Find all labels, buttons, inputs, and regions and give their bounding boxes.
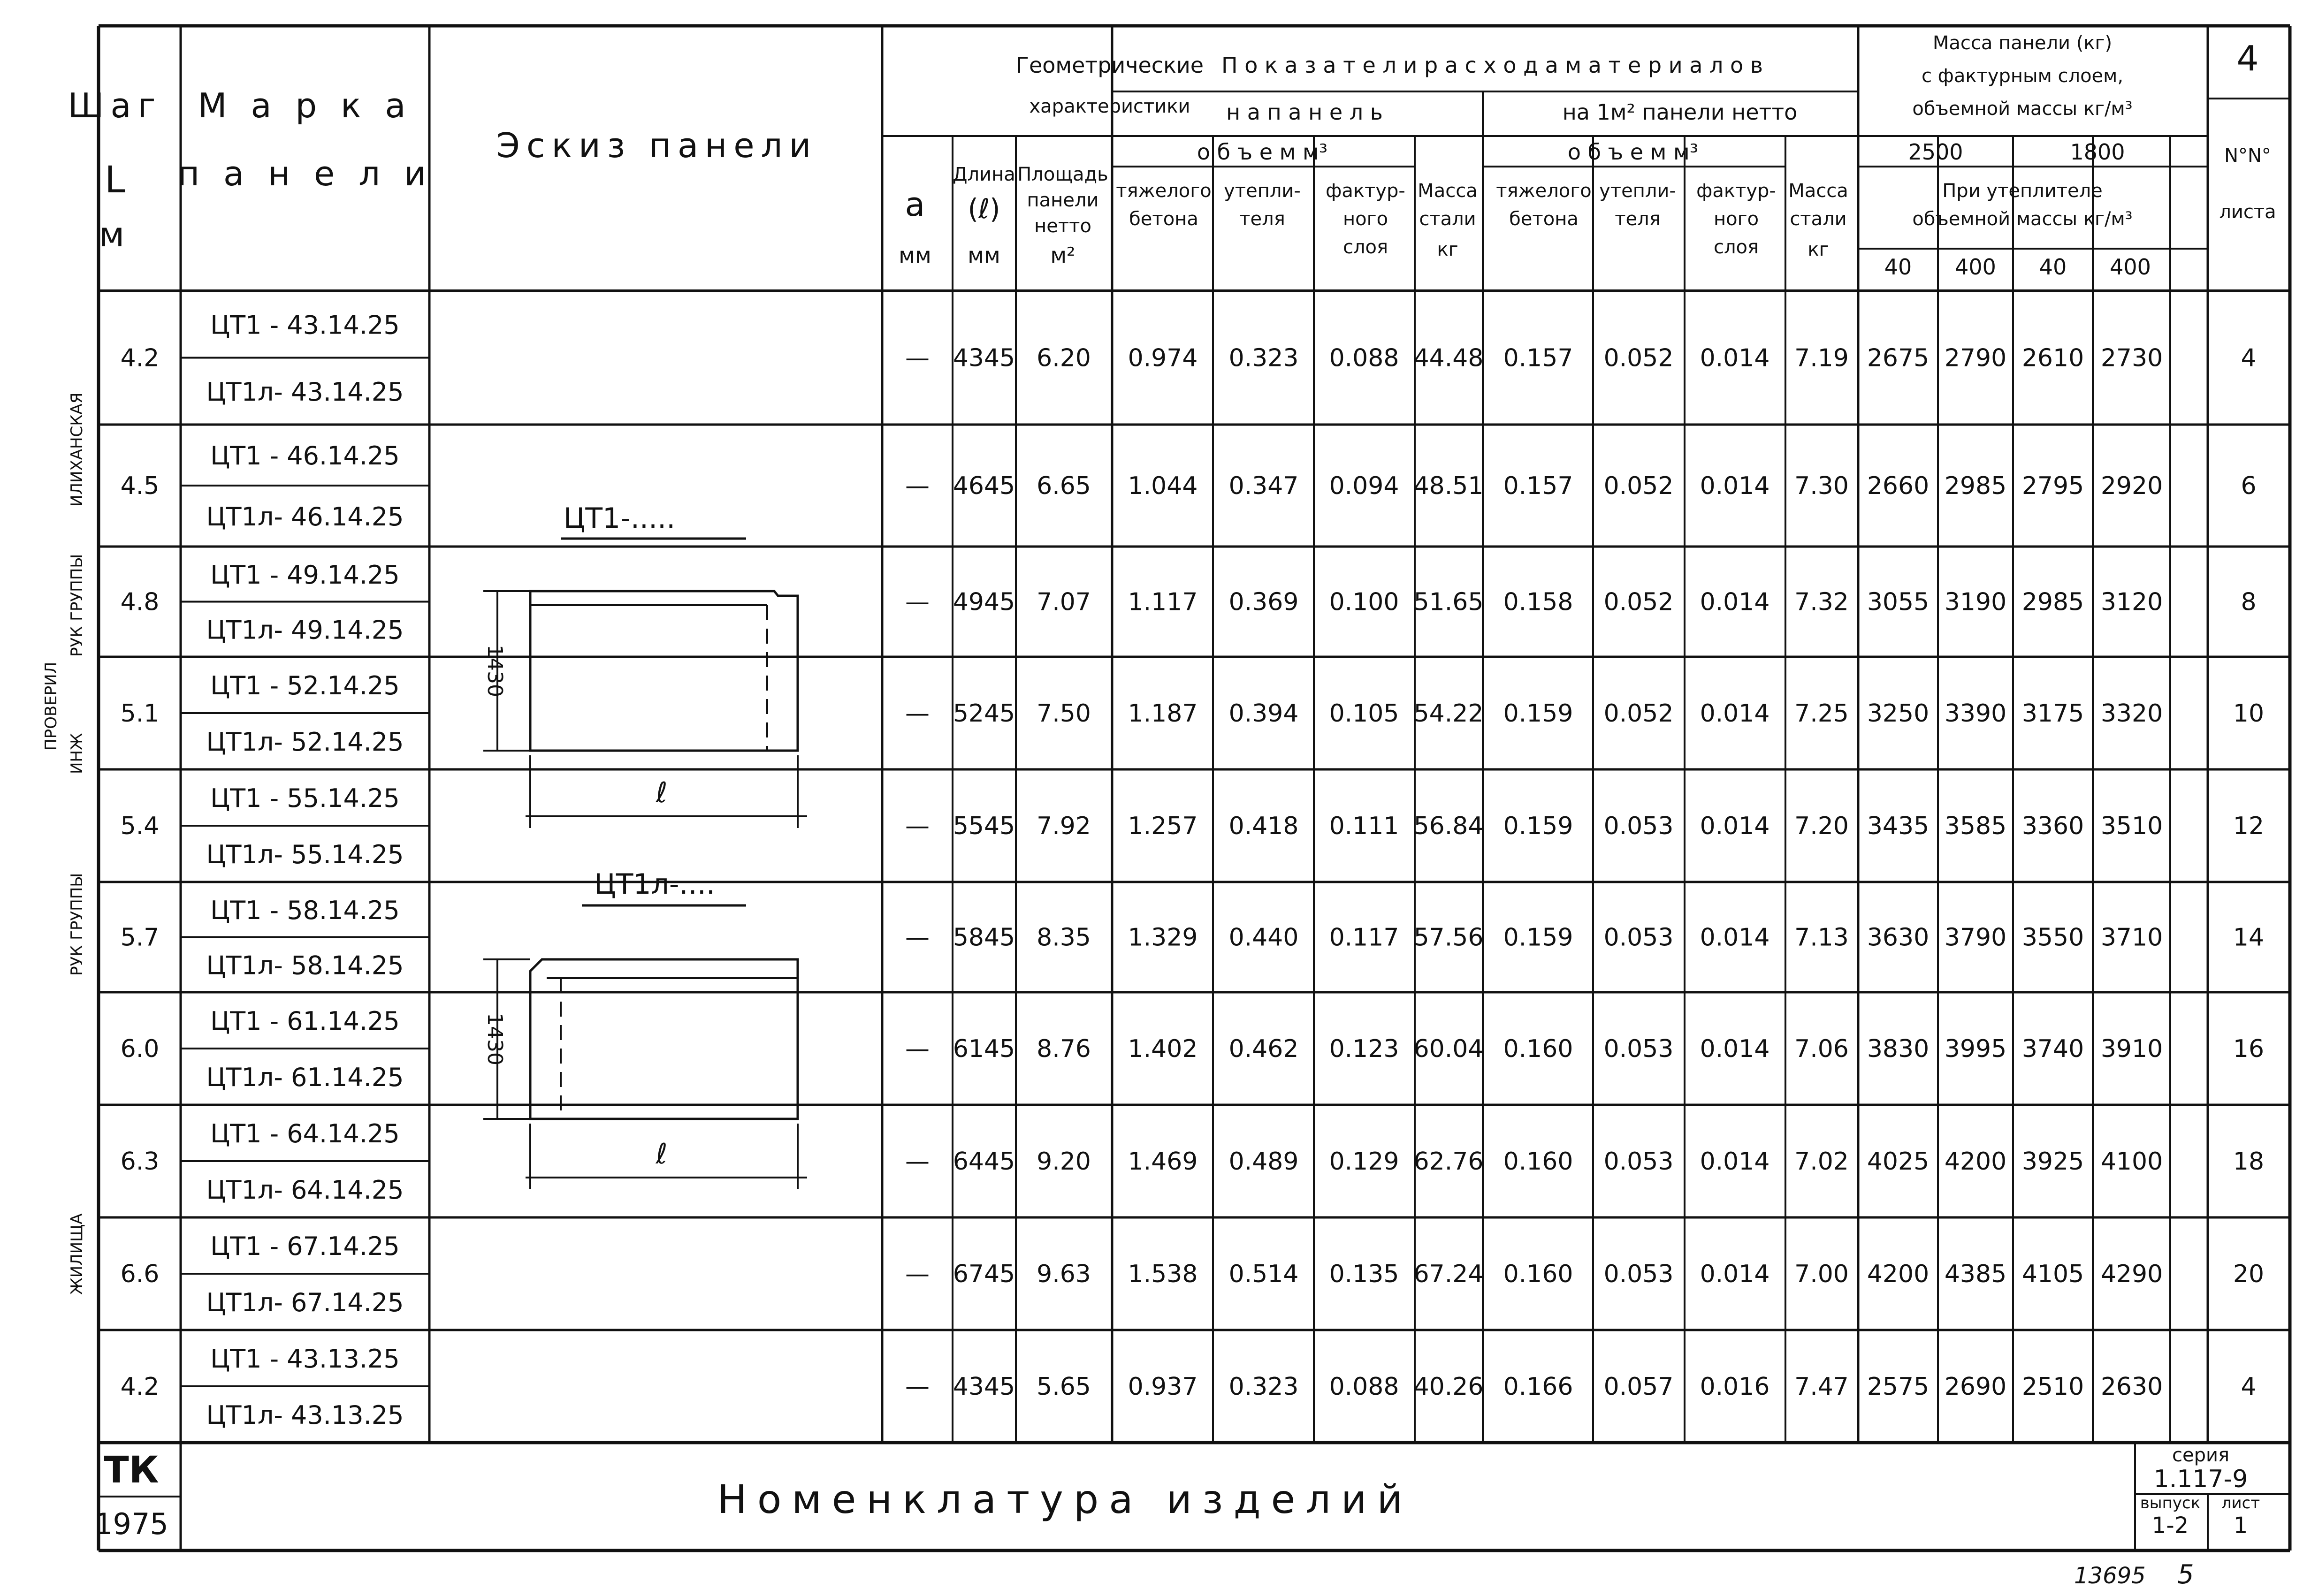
cell-heavy-m2: 0.157 <box>1503 344 1573 372</box>
cell-m3: 3175 <box>2021 699 2084 728</box>
cell-a: — <box>905 923 930 952</box>
cell-area: 6.20 <box>1037 344 1091 372</box>
header-insul-density-l2: объемной массы кг/м³ <box>1912 208 2133 230</box>
side-stamp-3: ИНЖ <box>68 733 86 774</box>
cell-m3: 2510 <box>2021 1373 2084 1401</box>
cell-step: 6.0 <box>120 1035 160 1063</box>
cell-a: — <box>905 1035 930 1063</box>
cell-m3: 2795 <box>2021 472 2084 500</box>
cell-mark1: ЦТ1 - 46.14.25 <box>210 441 400 471</box>
cell-insul: 0.440 <box>1228 923 1299 952</box>
cell-step: 4.8 <box>120 588 160 616</box>
cell-fact: 0.111 <box>1329 812 1399 840</box>
cell-mark1: ЦТ1 - 58.14.25 <box>210 895 400 925</box>
header-steel-l2: стали <box>1419 208 1476 230</box>
cell-insul: 0.489 <box>1228 1148 1299 1176</box>
header-geom-line2: характеристики <box>1029 96 1190 117</box>
cell-length: 4345 <box>953 344 1015 372</box>
header-insul-m2-l2: теля <box>1615 208 1661 230</box>
cell-mark2: ЦТ1л- 55.14.25 <box>206 840 404 869</box>
header-sketch: Эскиз панели <box>496 126 818 165</box>
cell-area: 9.63 <box>1037 1260 1091 1288</box>
cell-m1: 3630 <box>1867 923 1930 952</box>
cell-a: — <box>905 472 930 500</box>
cell-insul: 0.394 <box>1228 699 1299 728</box>
header-fact-l3: слоя <box>1342 236 1388 258</box>
cell-steel-m2: 7.13 <box>1794 923 1849 952</box>
sheet-number: 4 <box>2236 38 2259 79</box>
cell-heavy: 0.974 <box>1128 344 1198 372</box>
cell-insul-m2: 0.053 <box>1603 1148 1674 1176</box>
side-stamp-4: РУК ГРУППЫ <box>68 554 86 657</box>
header-sub-400a: 400 <box>1955 254 1996 280</box>
table-row <box>121 671 2264 757</box>
header-heavy-m2-l2: бетона <box>1509 208 1579 230</box>
cell-heavy-m2: 0.166 <box>1503 1373 1573 1401</box>
header-steel-unit: кг <box>1437 239 1458 260</box>
cell-fact: 0.100 <box>1329 588 1399 616</box>
cell-fact: 0.123 <box>1329 1035 1399 1063</box>
cell-m4: 2920 <box>2100 472 2163 500</box>
cell-fact: 0.129 <box>1329 1148 1399 1176</box>
header-heavy-m2-l1: тяжелого <box>1496 180 1592 202</box>
cell-heavy-m2: 0.160 <box>1503 1035 1573 1063</box>
cell-m4: 3910 <box>2100 1035 2163 1063</box>
cell-length: 4945 <box>953 588 1015 616</box>
header-area-l1: Площадь <box>1017 164 1108 185</box>
table-row <box>121 1344 2257 1430</box>
cell-m3: 3740 <box>2021 1035 2084 1063</box>
cell-m2: 2690 <box>1944 1373 2007 1401</box>
cell-mark2: ЦТ1л- 64.14.25 <box>206 1175 404 1205</box>
header-fact-l2: ного <box>1342 208 1388 230</box>
cell-sheet: 4 <box>2241 344 2257 372</box>
cell-mark2: ЦТ1л- 61.14.25 <box>206 1063 404 1092</box>
cell-steel-m2: 7.30 <box>1794 472 1849 500</box>
footer-org: ТК <box>104 1449 159 1491</box>
sketch-panel-outline-2 <box>530 959 798 1119</box>
cell-m2: 4385 <box>1944 1260 2007 1288</box>
cell-mark1: ЦТ1 - 43.14.25 <box>210 310 400 340</box>
sketch-dim-height-2: 1430 <box>483 1013 507 1065</box>
cell-m1: 4025 <box>1867 1148 1930 1176</box>
header-steel-l1: Масса <box>1418 180 1478 202</box>
cell-a: — <box>905 699 930 728</box>
cell-m1: 3435 <box>1867 812 1930 840</box>
cell-length: 6745 <box>953 1260 1015 1288</box>
cell-length: 5245 <box>953 699 1015 728</box>
cell-fact: 0.088 <box>1329 344 1399 372</box>
cell-insul-m2: 0.052 <box>1603 588 1674 616</box>
cell-steel: 48.51 <box>1413 472 1484 500</box>
cell-m2: 3585 <box>1944 812 2007 840</box>
cell-heavy-m2: 0.159 <box>1503 812 1573 840</box>
cell-heavy: 1.044 <box>1128 472 1198 500</box>
cell-mark2: ЦТ1л- 46.14.25 <box>206 502 404 532</box>
cell-mark1: ЦТ1 - 61.14.25 <box>210 1006 400 1036</box>
footer-issue-label: выпуск <box>2140 1494 2201 1512</box>
cell-sheet: 20 <box>2233 1260 2265 1288</box>
header-steel-m2-unit: кг <box>1808 239 1829 260</box>
cell-fact: 0.105 <box>1329 699 1399 728</box>
cell-heavy: 1.329 <box>1128 923 1198 952</box>
cell-sheet: 8 <box>2241 588 2257 616</box>
header-volume: о б ъ е м м³ <box>1197 139 1328 165</box>
cell-heavy-m2: 0.157 <box>1503 472 1573 500</box>
cell-a: — <box>905 1373 930 1401</box>
cell-steel-m2: 7.19 <box>1794 344 1849 372</box>
header-volume-m2: о б ъ е м м³ <box>1567 139 1699 165</box>
header-mass-l1: Масса панели (кг) <box>1932 32 2113 54</box>
table-row <box>121 441 2257 532</box>
cell-m1: 3055 <box>1867 588 1930 616</box>
cell-heavy: 1.469 <box>1128 1148 1198 1176</box>
footer-year: 1975 <box>94 1507 168 1541</box>
sketch-dim-length-1: ℓ <box>656 776 668 809</box>
header-mass-l3: объемной массы кг/м³ <box>1912 98 2133 120</box>
cell-fact-m2: 0.014 <box>1700 699 1770 728</box>
cell-m4: 3120 <box>2100 588 2163 616</box>
cell-mark2: ЦТ1л- 58.14.25 <box>206 950 404 980</box>
cell-m1: 3830 <box>1867 1035 1930 1063</box>
cell-m3: 3925 <box>2021 1148 2084 1176</box>
header-heavy-l1: тяжелого <box>1116 180 1212 202</box>
cell-insul: 0.462 <box>1228 1035 1299 1063</box>
cell-step: 4.2 <box>120 344 160 372</box>
cell-step: 5.1 <box>120 699 160 728</box>
cell-step: 6.6 <box>120 1260 160 1288</box>
cell-m4: 2730 <box>2100 344 2163 372</box>
header-sub-40a: 40 <box>1884 254 1912 280</box>
cell-area: 7.50 <box>1037 699 1091 728</box>
cell-insul-m2: 0.053 <box>1603 812 1674 840</box>
cell-step: 4.2 <box>120 1373 160 1401</box>
cell-area: 5.65 <box>1037 1373 1091 1401</box>
cell-steel: 51.65 <box>1413 588 1484 616</box>
cell-mark2: ЦТ1л- 67.14.25 <box>206 1288 404 1317</box>
cell-insul-m2: 0.053 <box>1603 1035 1674 1063</box>
header-area-l2: панели <box>1027 190 1099 211</box>
cell-a: — <box>905 588 930 616</box>
header-a: a <box>905 185 925 224</box>
cell-area: 8.76 <box>1037 1035 1091 1063</box>
cell-fact-m2: 0.014 <box>1700 812 1770 840</box>
header-length-symbol: (ℓ) <box>968 193 1000 225</box>
cell-m2: 2790 <box>1944 344 2007 372</box>
cell-step: 6.3 <box>120 1148 160 1176</box>
cell-area: 9.20 <box>1037 1148 1091 1176</box>
footer-issue: 1-2 <box>2151 1512 2189 1539</box>
cell-sheet: 10 <box>2233 699 2265 728</box>
header-fact-m2-l3: слоя <box>1713 236 1759 258</box>
cell-fact-m2: 0.014 <box>1700 1260 1770 1288</box>
header-per-m2: на 1м² панели нетто <box>1562 99 1798 125</box>
cell-steel: 56.84 <box>1413 812 1484 840</box>
side-stamp-2: РУК ГРУППЫ <box>68 873 86 976</box>
sketch-dim-height-1: 1430 <box>483 645 507 697</box>
cell-m1: 2575 <box>1867 1373 1930 1401</box>
header-density-1800: 1800 <box>2070 139 2125 165</box>
header-length-unit: мм <box>968 243 1000 268</box>
cell-sheet: 18 <box>2233 1148 2265 1176</box>
header-insul-density-l1: При утеплителе <box>1942 180 2103 202</box>
table-header <box>68 32 2276 280</box>
cell-m2: 4200 <box>1944 1148 2007 1176</box>
header-sub-400b: 400 <box>2110 254 2151 280</box>
header-step: Шаг <box>68 86 162 125</box>
cell-insul-m2: 0.053 <box>1603 923 1674 952</box>
cell-insul: 0.418 <box>1228 812 1299 840</box>
footer-sheet: 1 <box>2233 1512 2248 1539</box>
cell-steel: 57.56 <box>1413 923 1484 952</box>
cell-m4: 3320 <box>2100 699 2163 728</box>
cell-steel: 40.26 <box>1413 1373 1484 1401</box>
cell-steel: 44.48 <box>1413 344 1484 372</box>
sketch-panel-outline-1 <box>530 591 798 751</box>
cell-insul-m2: 0.053 <box>1603 1260 1674 1288</box>
cell-insul: 0.369 <box>1228 588 1299 616</box>
cell-a: — <box>905 1148 930 1176</box>
sketch-label-1: ЦТ1-..... <box>563 502 676 535</box>
cell-mark1: ЦТ1 - 55.14.25 <box>210 783 400 813</box>
cell-sheet: 12 <box>2233 812 2265 840</box>
cell-m2: 3995 <box>1944 1035 2007 1063</box>
cell-steel-m2: 7.00 <box>1794 1260 1849 1288</box>
title-block <box>94 1444 2260 1590</box>
cell-steel-m2: 7.02 <box>1794 1148 1849 1176</box>
cell-heavy: 0.937 <box>1128 1373 1198 1401</box>
side-stamp <box>42 393 86 1295</box>
cell-insul: 0.347 <box>1228 472 1299 500</box>
table-row <box>121 783 2264 869</box>
side-stamp-5: ИЛИХАНСКАЯ <box>68 392 86 507</box>
cell-fact-m2: 0.014 <box>1700 923 1770 952</box>
cell-m3: 2985 <box>2021 588 2084 616</box>
cell-heavy: 1.257 <box>1128 812 1198 840</box>
cell-m3: 4105 <box>2021 1260 2084 1288</box>
side-stamp-6: ПРОВЕРИЛ <box>42 661 61 751</box>
cell-fact: 0.135 <box>1329 1260 1399 1288</box>
cell-area: 8.35 <box>1037 923 1091 952</box>
header-mark-line1: М а р к а <box>198 86 412 125</box>
cell-steel-m2: 7.06 <box>1794 1035 1849 1063</box>
cell-m4: 3510 <box>2100 812 2163 840</box>
cell-m3: 3360 <box>2021 812 2084 840</box>
cell-m2: 2985 <box>1944 472 2007 500</box>
table-row <box>121 560 2257 645</box>
cell-heavy: 1.538 <box>1128 1260 1198 1288</box>
header-density-2500: 2500 <box>1908 139 1963 165</box>
cell-m2: 3190 <box>1944 588 2007 616</box>
header-step-symbol: L <box>105 159 125 201</box>
cell-step: 5.4 <box>120 812 160 840</box>
header-heavy-l2: бетона <box>1129 208 1198 230</box>
cell-area: 7.92 <box>1037 812 1091 840</box>
header-step-unit: м <box>99 215 131 254</box>
cell-steel-m2: 7.47 <box>1794 1373 1849 1401</box>
cell-mark2: ЦТ1л- 49.14.25 <box>206 615 404 645</box>
cell-step: 4.5 <box>120 472 160 500</box>
footer-series: 1.117-9 <box>2153 1465 2248 1493</box>
cell-area: 7.07 <box>1037 588 1091 616</box>
header-steel-m2-l1: Масса <box>1788 180 1848 202</box>
header-length: Длина <box>953 164 1015 185</box>
header-per-panel: н а п а н е л ь <box>1226 99 1383 125</box>
cell-length: 5545 <box>953 812 1015 840</box>
cell-sheet: 4 <box>2241 1373 2257 1401</box>
cell-m1: 2660 <box>1867 472 1930 500</box>
header-mark-line2: п а н е л и <box>177 154 433 193</box>
header-steel-m2-l2: стали <box>1790 208 1847 230</box>
cell-heavy: 1.187 <box>1128 699 1198 728</box>
header-fact-l1: фактур- <box>1326 180 1405 202</box>
side-stamp-1: ЖИЛИЩА <box>68 1213 86 1295</box>
cell-m4: 4290 <box>2100 1260 2163 1288</box>
cell-fact: 0.117 <box>1329 923 1399 952</box>
cell-fact-m2: 0.014 <box>1700 344 1770 372</box>
cell-m3: 3550 <box>2021 923 2084 952</box>
table-row <box>121 310 2257 407</box>
cell-step: 5.7 <box>120 923 160 952</box>
cell-mark2: ЦТ1л- 43.14.25 <box>206 377 404 407</box>
cell-fact-m2: 0.014 <box>1700 1148 1770 1176</box>
header-sheet-no-l2: листа <box>2219 201 2276 223</box>
header-a-unit: мм <box>899 243 931 268</box>
table-body <box>121 310 2264 1430</box>
cell-a: — <box>905 1260 930 1288</box>
cell-a: — <box>905 344 930 372</box>
table-row <box>121 1119 2264 1205</box>
header-mass-l2: с фактурным слоем, <box>1921 65 2124 87</box>
cell-m2: 3790 <box>1944 923 2007 952</box>
footer-title: Номенклатура изделий <box>717 1476 1413 1522</box>
cell-heavy-m2: 0.160 <box>1503 1260 1573 1288</box>
cell-insul-m2: 0.057 <box>1603 1373 1674 1401</box>
cell-insul-m2: 0.052 <box>1603 699 1674 728</box>
footer-page: 5 <box>2177 1559 2194 1590</box>
cell-fact-m2: 0.016 <box>1700 1373 1770 1401</box>
cell-steel: 60.04 <box>1413 1035 1484 1063</box>
cell-steel: 62.76 <box>1413 1148 1484 1176</box>
cell-steel-m2: 7.20 <box>1794 812 1849 840</box>
cell-mark1: ЦТ1 - 49.14.25 <box>210 560 400 590</box>
cell-fact-m2: 0.014 <box>1700 1035 1770 1063</box>
cell-insul-m2: 0.052 <box>1603 472 1674 500</box>
header-insul-l1: утепли- <box>1224 180 1301 202</box>
cell-insul: 0.323 <box>1228 1373 1299 1401</box>
header-fact-m2-l2: ного <box>1713 208 1759 230</box>
sketch-dim-length-2: ℓ <box>656 1138 668 1170</box>
cell-length: 4345 <box>953 1373 1015 1401</box>
header-area-l3: нетто <box>1034 215 1091 237</box>
table-row <box>121 1006 2264 1092</box>
cell-m1: 3250 <box>1867 699 1930 728</box>
cell-m1: 4200 <box>1867 1260 1930 1288</box>
cell-fact-m2: 0.014 <box>1700 472 1770 500</box>
cell-length: 6445 <box>953 1148 1015 1176</box>
cell-steel: 67.24 <box>1413 1260 1484 1288</box>
cell-steel-m2: 7.25 <box>1794 699 1849 728</box>
header-insul-l2: теля <box>1239 208 1285 230</box>
table-row <box>121 1231 2264 1317</box>
cell-heavy-m2: 0.158 <box>1503 588 1573 616</box>
cell-m3: 2610 <box>2021 344 2084 372</box>
cell-fact: 0.088 <box>1329 1373 1399 1401</box>
cell-mark1: ЦТ1 - 43.13.25 <box>210 1344 400 1374</box>
cell-mark2: ЦТ1л- 52.14.25 <box>206 727 404 757</box>
cell-heavy-m2: 0.159 <box>1503 923 1573 952</box>
header-sheet-no-l1: N°N° <box>2224 145 2271 167</box>
cell-heavy-m2: 0.160 <box>1503 1148 1573 1176</box>
sketch-label-2: ЦТ1л-.... <box>594 868 715 901</box>
cell-length: 6145 <box>953 1035 1015 1063</box>
cell-heavy: 1.402 <box>1128 1035 1198 1063</box>
header-sub-40b: 40 <box>2039 254 2067 280</box>
cell-area: 6.65 <box>1037 472 1091 500</box>
cell-sheet: 14 <box>2233 923 2265 952</box>
cell-m4: 3710 <box>2100 923 2163 952</box>
cell-mark1: ЦТ1 - 64.14.25 <box>210 1119 400 1148</box>
cell-mark2: ЦТ1л- 43.13.25 <box>206 1400 404 1430</box>
cell-insul-m2: 0.052 <box>1603 344 1674 372</box>
cell-insul: 0.514 <box>1228 1260 1299 1288</box>
header-insul-m2-l1: утепли- <box>1599 180 1676 202</box>
cell-fact-m2: 0.014 <box>1700 588 1770 616</box>
cell-m1: 2675 <box>1867 344 1930 372</box>
cell-steel: 54.22 <box>1413 699 1484 728</box>
header-geom-line1: Геометрические <box>1015 53 1204 78</box>
panel-sketch <box>483 502 807 1189</box>
cell-length: 4645 <box>953 472 1015 500</box>
footer-sheet-label: лист <box>2221 1494 2260 1512</box>
header-area-unit: м² <box>1050 243 1075 268</box>
footer-archive-no: 13695 <box>2074 1563 2146 1589</box>
cell-steel-m2: 7.32 <box>1794 588 1849 616</box>
cell-length: 5845 <box>953 923 1015 952</box>
cell-heavy: 1.117 <box>1128 588 1198 616</box>
header-fact-m2-l1: фактур- <box>1696 180 1776 202</box>
header-consumption: П о к а з а т е л и р а с х о д а м а т е р и а л о в <box>1221 53 1763 78</box>
cell-fact: 0.094 <box>1329 472 1399 500</box>
cell-m4: 4100 <box>2100 1148 2163 1176</box>
cell-heavy-m2: 0.159 <box>1503 699 1573 728</box>
cell-m2: 3390 <box>1944 699 2007 728</box>
cell-insul: 0.323 <box>1228 344 1299 372</box>
cell-sheet: 16 <box>2233 1035 2265 1063</box>
cell-mark1: ЦТ1 - 67.14.25 <box>210 1231 400 1261</box>
cell-sheet: 6 <box>2241 472 2257 500</box>
cell-m4: 2630 <box>2100 1373 2163 1401</box>
cell-a: — <box>905 812 930 840</box>
cell-mark1: ЦТ1 - 52.14.25 <box>210 671 400 700</box>
footer-series-label: серия <box>2172 1444 2230 1466</box>
table-row <box>121 896 2264 980</box>
